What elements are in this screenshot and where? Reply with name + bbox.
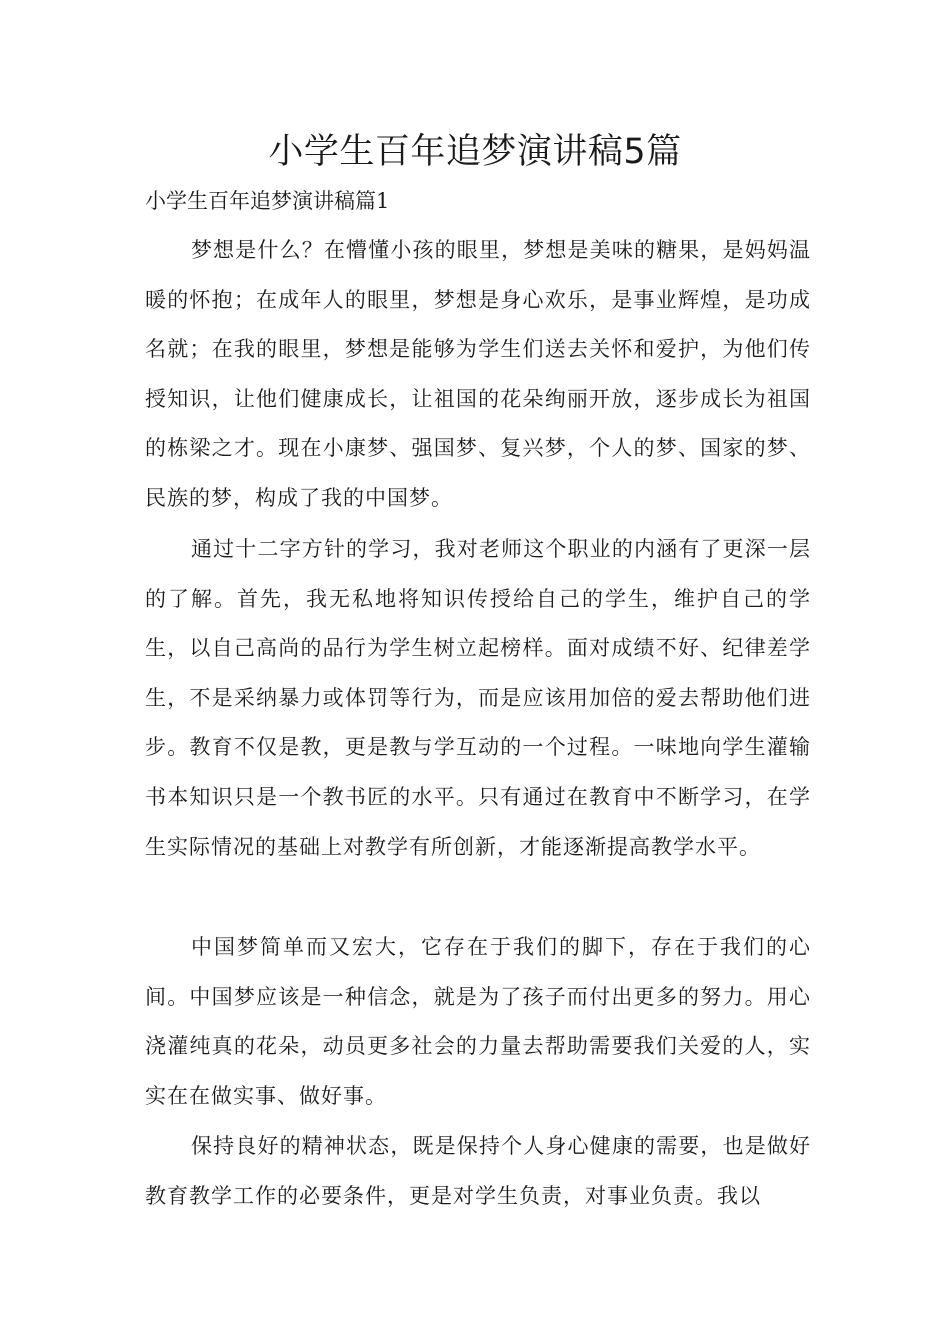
paragraph-3: 中国梦简单而又宏大，它存在于我们的脚下，存在于我们的心间。中国梦应该是一种信念，就是为了孩子而付出更多的努力。用心浇灌纯真的花朵，动员更多社会的力量去帮助需要我们关爱的人，实实在在做实事、做好事。	[145, 935, 811, 1108]
paragraph-1: 梦想是什么？在懵懂小孩的眼里，梦想是美味的糖果，是妈妈温暖的怀抱；在成年人的眼里，梦想是身心欢乐，是事业辉煌，是功成名就；在我的眼里，梦想是能够为学生们送去关怀和爱护，为他们传授知识，让他们健康成长，让祖国的花朵绚丽开放，逐步成长为祖国的栋梁之才。现在小康梦、强国梦、复兴梦，个人的梦、国家的梦、民族的梦，构成了我的中国梦。	[145, 238, 811, 510]
paragraph-4: 保持良好的精神状态，既是保持个人身心健康的需要，也是做好教育教学工作的必要条件，更是对学生负责，对事业负责。我以	[145, 1134, 811, 1208]
section-heading: 小学生百年追梦演讲稿篇1	[145, 189, 390, 213]
paragraph-2: 通过十二字方针的学习，我对老师这个职业的内涵有了更深一层的了解。首先，我无私地将知识传授给自己的学生，维护自己的学生，以自己高尚的品行为学生树立起榜样。面对成绩不好、纪律差学生，不是采纳暴力或体罚等行为，而是应该用加倍的爱去帮助他们进步。教育不仅是教，更是教与学互动的一个过程。一味地向学生灌输书本知识只是一个教书匠的水平。只有通过在教育中不断学习，在学生实际情况的基础上对教学有所创新，才能逐渐提高教学水平。	[145, 537, 811, 859]
document-title: 小学生百年追梦演讲稿5篇	[268, 132, 682, 172]
